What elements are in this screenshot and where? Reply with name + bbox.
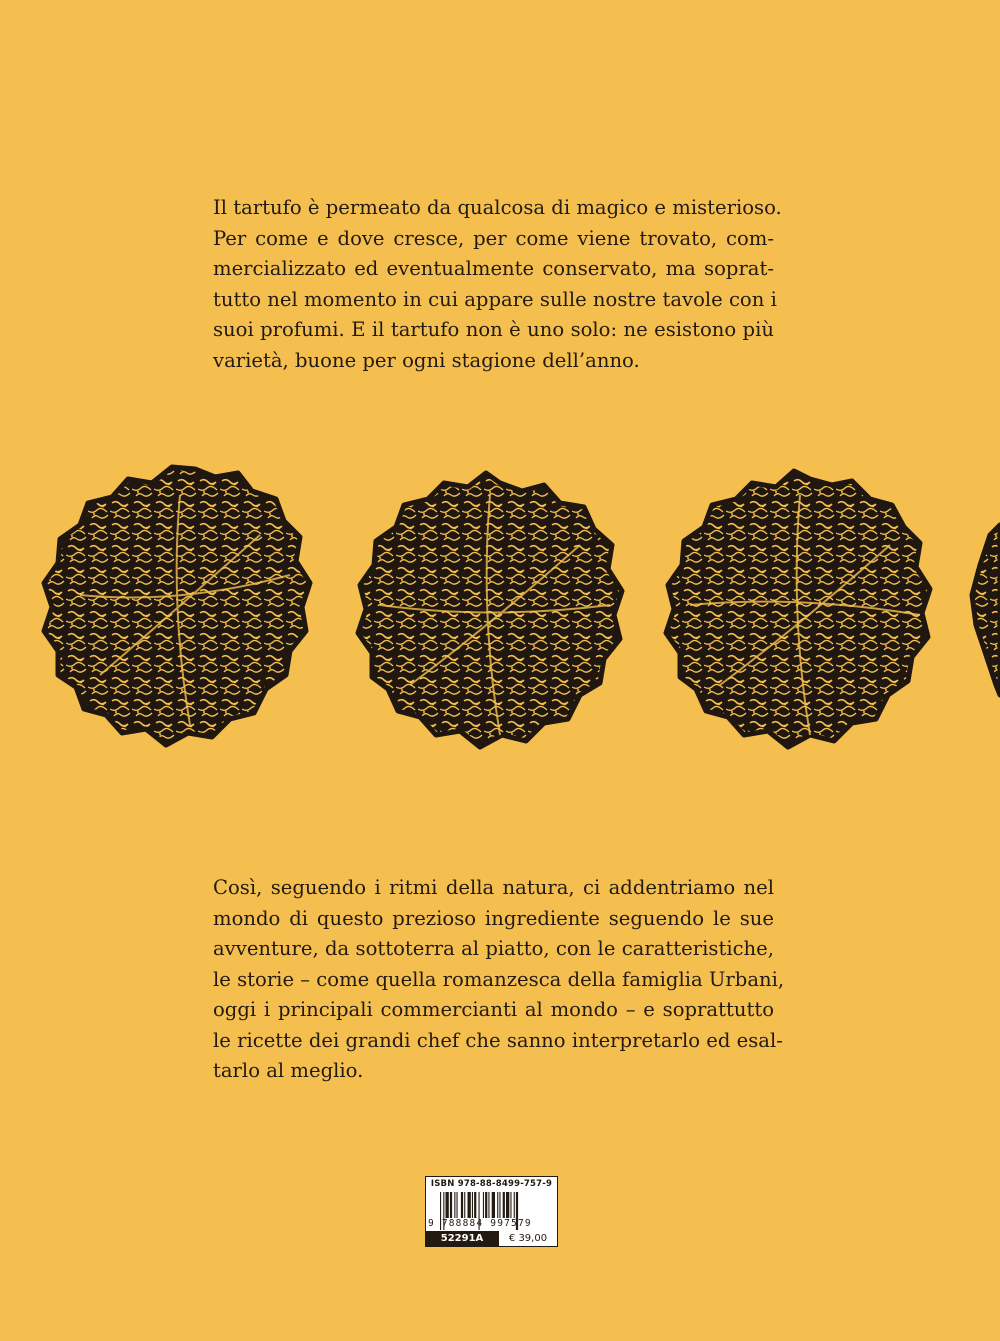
text-line: le storie – come quella romanzesca della famiglia Urbani, [213,967,785,991]
truffle-icon [358,473,622,747]
product-code-badge: 52291A [426,1231,498,1246]
text-line: avventure, da sottoterra al piatto, con le caratteristiche, [213,937,774,960]
text-line: varietà, buone per ogni stagione dell’anno. [213,348,640,372]
text-line: oggi i principali commercianti al mondo – e soprattutto [213,998,774,1021]
truffle-icon [666,471,930,747]
text-line: tarlo al meglio. [213,1059,364,1082]
intro-paragraph [213,193,782,376]
text-line: le ricette dei grandi chef che sanno interpretarlo ed esal- [213,1028,783,1052]
text-line: suoi profumi. E il tartufo non è uno solo: ne esistono più [213,318,774,341]
text-line: Così, seguendo i ritmi della natura, ci addentriamo nel [213,876,774,899]
text-line: Per come e dove cresce, per come viene trovato, com- [213,226,774,250]
price-label: € 39,00 [498,1231,557,1246]
text-line: tutto nel momento in cui appare sulle nostre tavole con i [213,287,777,311]
text-line: mercializzato ed eventualmente conservato, ma soprat- [213,257,774,280]
text-line: mondo di questo prezioso ingrediente seguendo le sue [213,906,774,930]
isbn-number: ISBN 978-88-8499-757-9 [430,1179,553,1189]
truffle-icon [972,525,1000,695]
closing-paragraph [213,873,785,1087]
truffle-illustrations [0,455,1000,785]
truffle-icon [44,467,310,745]
barcode-label [425,1176,558,1247]
text-line: Il tartufo è permeato da qualcosa di magico e misterioso. [213,196,782,219]
ean-number: 9 788884 997579 [428,1218,532,1229]
